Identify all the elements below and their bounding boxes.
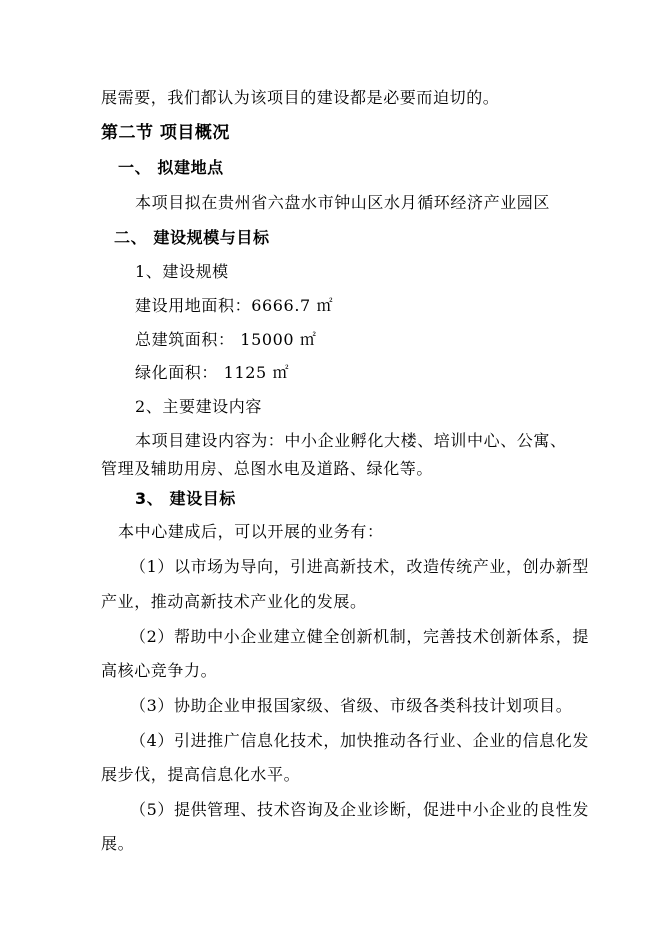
item-content-heading: 2、主要建设内容 (135, 397, 262, 416)
subheading-scale-goals: 二、 建设规模与目标 (114, 228, 270, 247)
goal-4-line-2: 展步伐，提高信息化水平。 (101, 765, 301, 784)
goal-1-line-2: 产业，推动高新技术产业化的发展。 (101, 592, 367, 611)
location-text: 本项目拟在贵州省六盘水市钟山区水月循环经济产业园区 (135, 193, 551, 212)
paragraph-continuation: 展需要，我们都认为该项目的建设都是必要而迫切的。 (101, 88, 500, 107)
goal-3-line-1: （3）协助企业申报国家级、省级、市级各类科技计划项目。 (130, 696, 573, 715)
goal-5-line-1: （5）提供管理、技术咨询及企业诊断，促进中小企业的良性发 (130, 800, 589, 819)
goal-2-line-2: 高核心竞争力。 (101, 661, 218, 680)
subheading-location: 一、 拟建地点 (118, 158, 224, 177)
content-paragraph-line-1: 本项目建设内容为：中小企业孵化大楼、培训中心、公寓、 (135, 431, 567, 450)
greening-area-line: 绿化面积： 1125 ㎡ (135, 363, 290, 382)
section-heading: 第二节 项目概况 (101, 123, 230, 143)
content-paragraph-line-2: 管理及辅助用房、总图水电及道路、绿化等。 (101, 459, 434, 478)
item-goals-heading: 3、 建设目标 (135, 489, 236, 508)
building-area-line: 总建筑面积： 15000 ㎡ (135, 330, 317, 349)
goal-5-line-2: 展。 (101, 834, 135, 853)
goals-intro: 本中心建成后，可以开展的业务有： (118, 522, 384, 541)
goal-1-line-1: （1）以市场为导向，引进高新技术，改造传统产业，创办新型 (130, 557, 589, 576)
goal-4-line-1: （4）引进推广信息化技术，加快推动各行业、企业的信息化发 (130, 731, 589, 750)
item-scale-heading: 1、建设规模 (135, 262, 229, 281)
land-area-line: 建设用地面积：6666.7 ㎡ (135, 296, 334, 315)
goal-2-line-1: （2）帮助中小企业建立健全创新机制，完善技术创新体系，提 (130, 627, 589, 646)
